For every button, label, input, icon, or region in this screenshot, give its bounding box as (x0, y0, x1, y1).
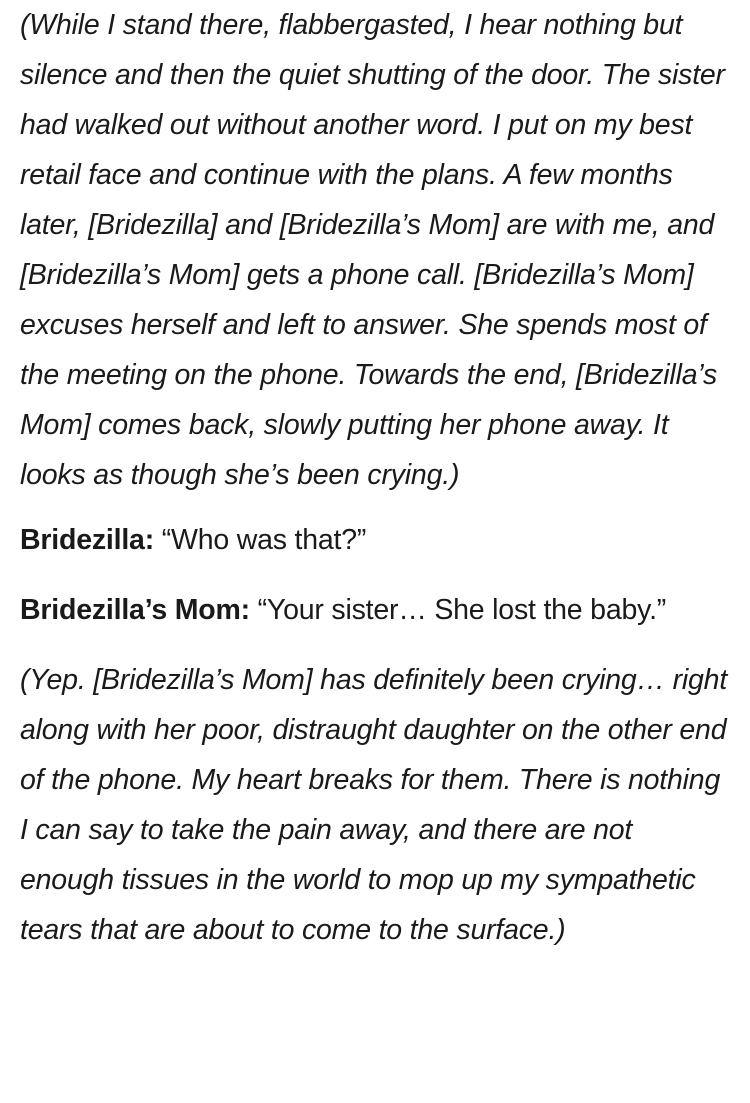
dialogue-text: “Who was that?” (161, 524, 367, 556)
dialogue-line-bridezillas-mom (20, 585, 732, 635)
dialogue-line-bridezilla (20, 515, 732, 565)
narration-paragraph-2: (Yep. [Bridezilla’s Mom] has definitely been crying… right along with her poor, distraught daughter on the other end of the phone. My heart breaks for them. There is nothing I can say to take the pain away, and there are not enough tissues in the world to mop up my sympathetic tears that are about to come to the surface.) (20, 664, 728, 946)
speaker-label: Bridezilla’s Mom: (20, 594, 250, 626)
dialogue-text: “Your sister… She lost the baby.” (257, 594, 667, 626)
speaker-label: Bridezilla: (20, 524, 154, 556)
narration-paragraph-1: (While I stand there, flabbergasted, I hear nothing but silence and then the quiet shutting of the door. The sister had walked out without another word. I put on my best retail face and continue with the plans. A few months later, [Bridezilla] and [Bridezilla’s Mom] are with me, and [Bridezilla’s Mom] gets a phone call. [Bridezilla’s Mom] excuses herself and left to answer. She spends most of the meeting on the phone. Towards the end, [Bridezilla’s Mom] comes back, slowly putting her phone away. It looks as though she’s been crying.) (20, 9, 725, 491)
